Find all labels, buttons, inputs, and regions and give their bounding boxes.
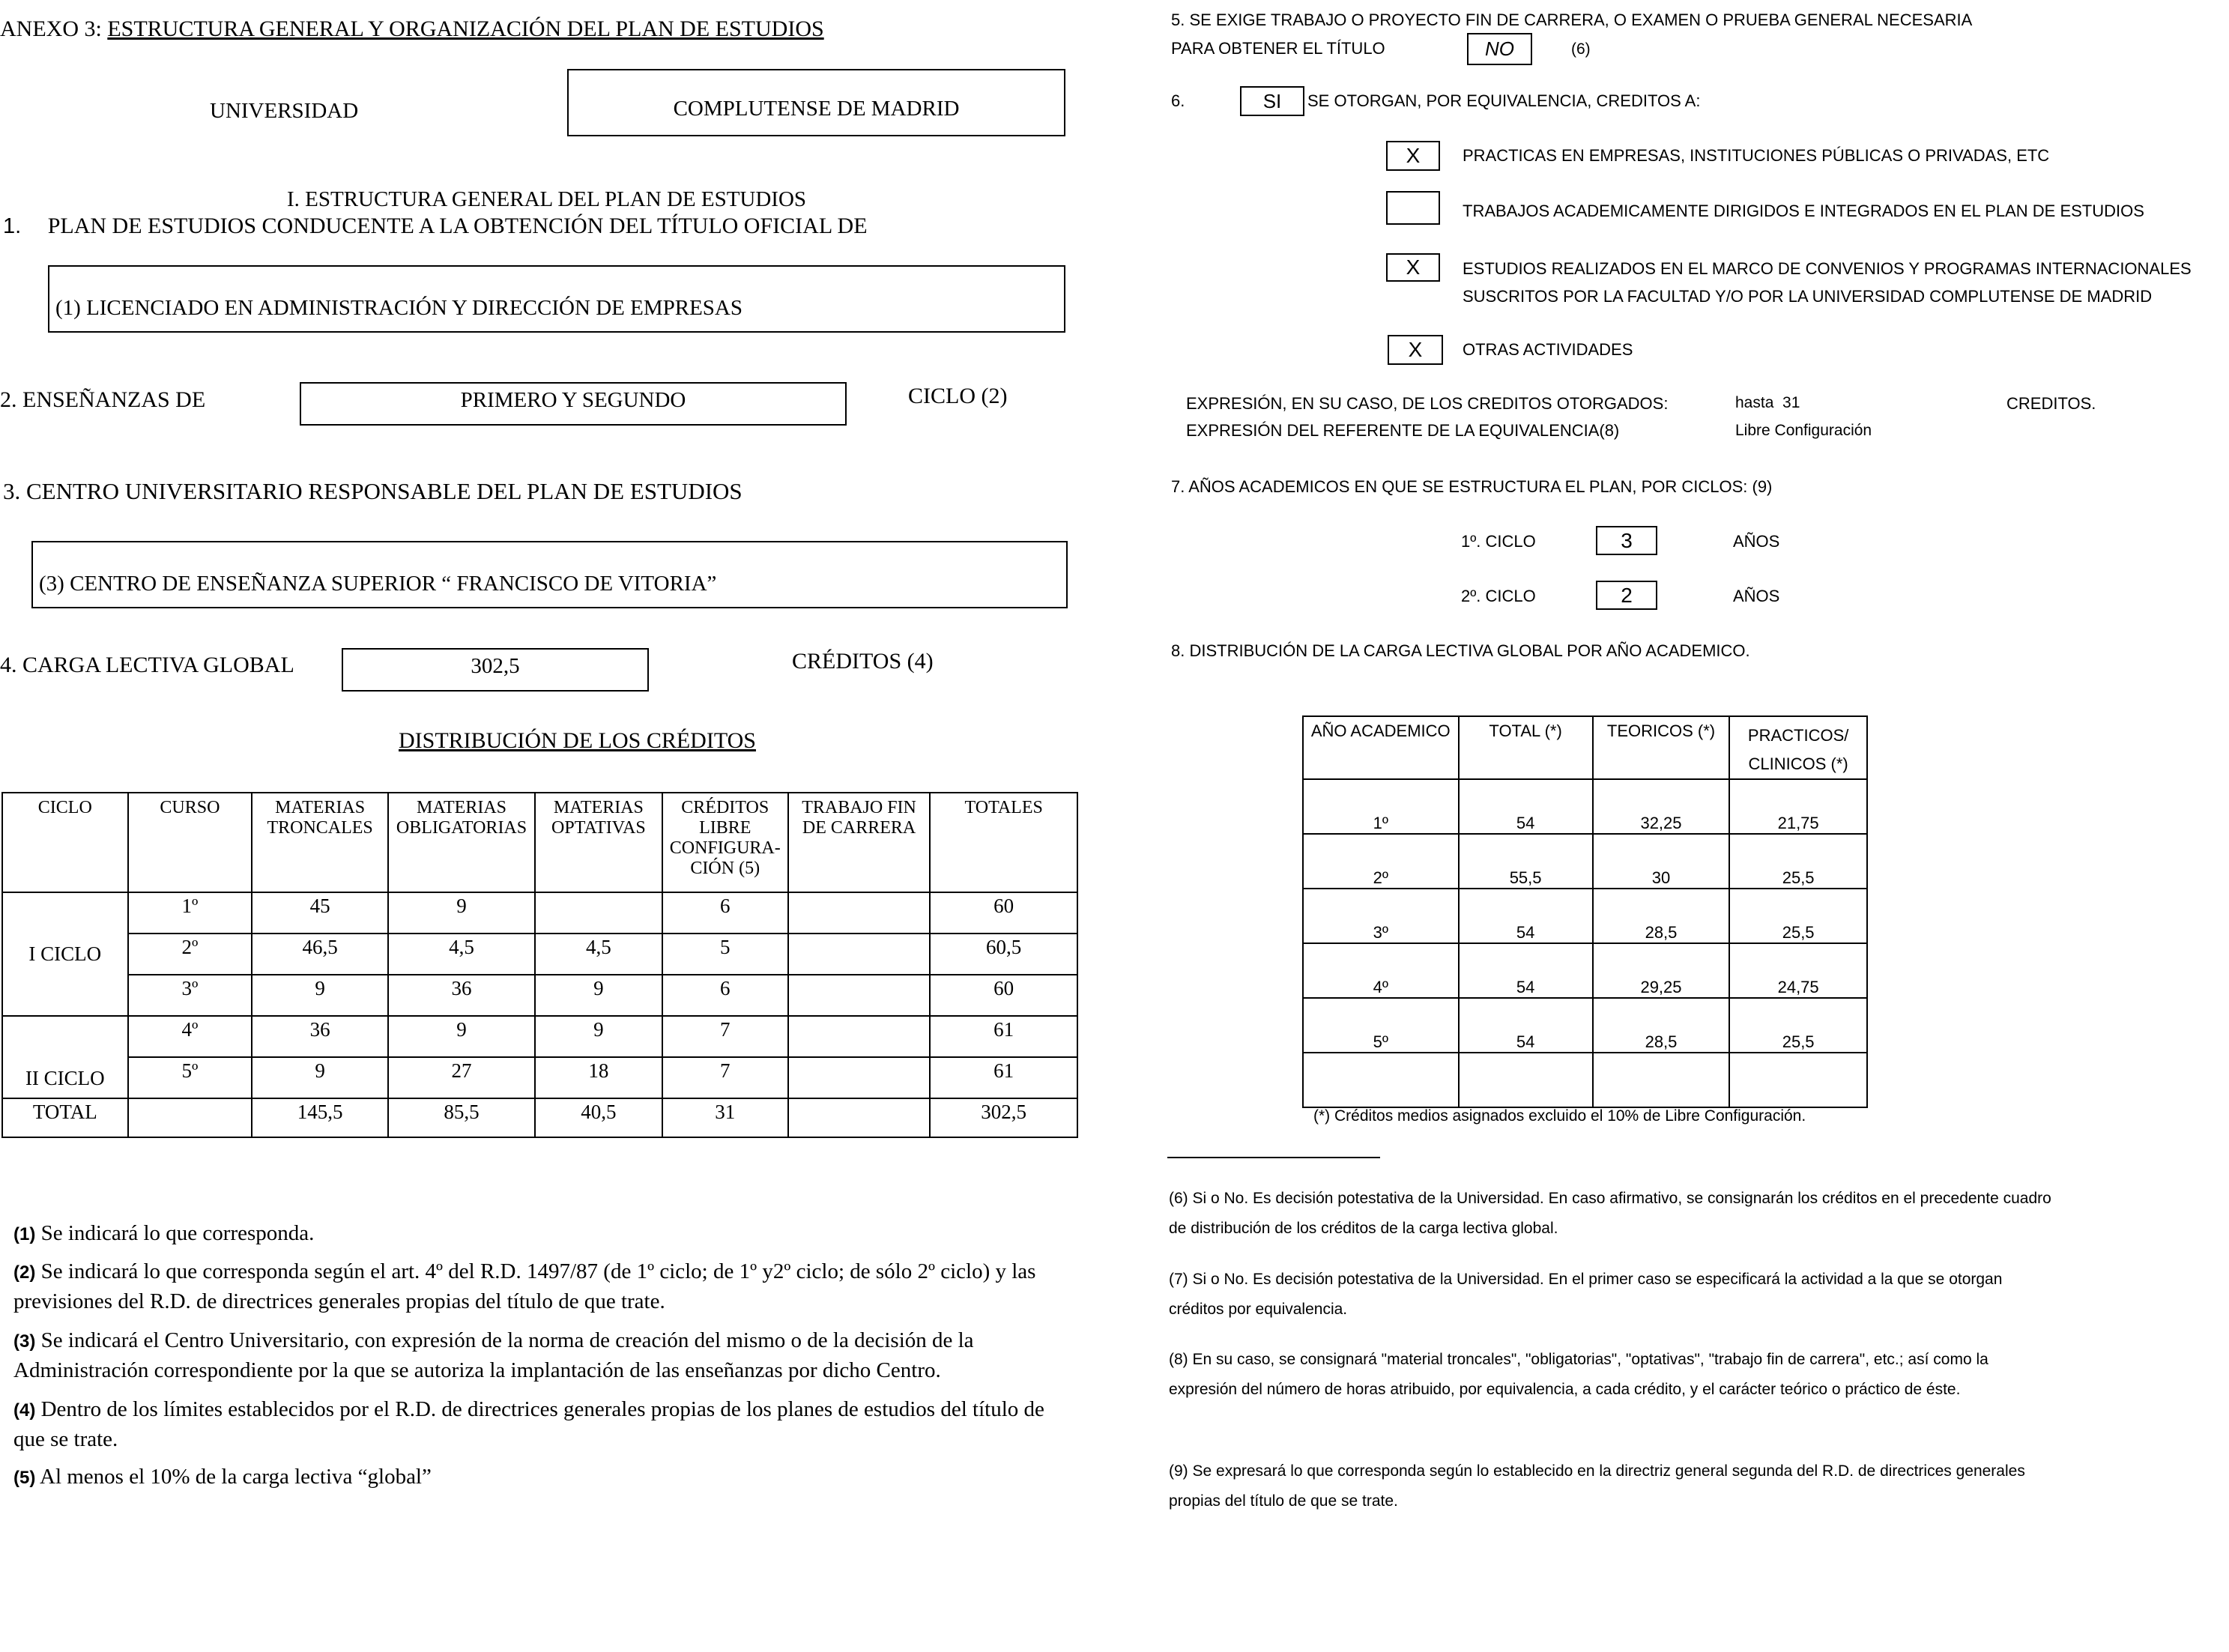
item1-num: 1. (3, 214, 22, 238)
cell-teoricos: 28,5 (1593, 889, 1730, 943)
header-libre: CRÉDITOS LIBRE CONFIGURA- CIÓN (5) (662, 793, 788, 892)
item5-line1: 5. SE EXIGE TRABAJO O PROYECTO FIN DE CARRERA, O EXAMEN O PRUEBA GENERAL NECESARIA (1171, 10, 1973, 29)
cell-practicos: 25,5 (1729, 889, 1867, 943)
item6-label: SE OTORGAN, POR EQUIVALENCIA, CREDITOS A: (1307, 91, 1701, 110)
university-box (567, 69, 1065, 136)
option-checkbox[interactable] (1386, 141, 1440, 171)
header-total: TOTAL (*) (1459, 716, 1593, 779)
item2-suffix: CICLO (2) (908, 384, 1008, 408)
cell-libre: 7 (662, 1057, 788, 1098)
item1-label: PLAN DE ESTUDIOS CONDUCENTE A LA OBTENCIÓN DEL TÍTULO OFICIAL DE (47, 214, 868, 238)
cell-totales: 60,5 (930, 934, 1077, 975)
table-row (1303, 943, 1867, 998)
cell-trabajo (788, 892, 931, 934)
cell-year: 3º (1303, 889, 1459, 943)
footnote-text: Dentro de los límites establecidos por el R.D. de directrices generales propias de los planes de estudios del título de que se trate. (13, 1397, 1044, 1451)
footnote (13, 1257, 1077, 1316)
header-teoricos: TEORICOS (*) (1593, 716, 1730, 779)
footnote-text: Se indicará lo que corresponda. (40, 1221, 315, 1245)
cell-optativas: 40,5 (535, 1098, 662, 1137)
cell-libre: 6 (662, 892, 788, 934)
header-ciclo: CICLO (2, 793, 128, 892)
footnote-num: (1) (13, 1224, 36, 1244)
cycle2-label: 2º. CICLO (1461, 587, 1536, 605)
cycle-cell-2: II CICLO (2, 1016, 128, 1098)
cell-practicos: 25,5 (1729, 998, 1867, 1053)
cell-troncales: 36 (252, 1016, 388, 1057)
item7-label: 7. AÑOS ACADEMICOS EN QUE SE ESTRUCTURA EL PLAN, POR CICLOS: (9) (1171, 477, 1773, 496)
table-row (1303, 998, 1867, 1053)
cycle1-unit: AÑOS (1733, 532, 1780, 551)
footnote: (6) Si o No. Es decisión potestativa de la Universidad. En caso afirmativo, se consignarán los créditos en el precedente cuadro de distribución de los créditos de la carga lectiva global. (1169, 1190, 2051, 1237)
table-row (2, 1016, 1077, 1057)
degree-value: (1) LICENCIADO EN ADMINISTRACIÓN Y DIRECCIÓN DE EMPRESAS (55, 296, 743, 320)
cell-total (1459, 1053, 1593, 1107)
option-label-continued: SUSCRITOS POR LA FACULTAD Y/O POR LA UNIVERSIDAD COMPLUTENSE DE MADRID (1463, 287, 2153, 306)
item2-label: 2. ENSEÑANZAS DE (0, 387, 206, 412)
option-checkbox[interactable] (1388, 335, 1443, 365)
option-label: OTRAS ACTIVIDADES (1463, 340, 1633, 359)
option-checkbox[interactable] (1386, 191, 1440, 225)
header-trabajo: TRABAJO FIN DE CARRERA (788, 793, 931, 892)
cell-optativas: 18 (535, 1057, 662, 1098)
table-row (2, 975, 1077, 1016)
footnote-num: (4) (13, 1400, 36, 1420)
table-row (1303, 1053, 1867, 1107)
cell-libre: 7 (662, 1016, 788, 1057)
header-troncales: MATERIAS TRONCALES (252, 793, 388, 892)
cell-year (1303, 1053, 1459, 1107)
cell-troncales: 46,5 (252, 934, 388, 975)
cycle2-years: 2 (1621, 584, 1633, 607)
option-label: TRABAJOS ACADEMICAMENTE DIRIGIDOS E INTEGRADOS EN EL PLAN DE ESTUDIOS (1463, 202, 2144, 220)
cell-practicos: 21,75 (1729, 779, 1867, 834)
footnote: (9) Se expresará lo que corresponda según lo establecido en la directriz general segunda del R.D. de directrices generales propias del título de que se trate. (1169, 1462, 2025, 1510)
footnote-num: (2) (13, 1262, 36, 1283)
cell-obligatorias: 4,5 (388, 934, 535, 975)
footnote-num: (5) (13, 1468, 36, 1488)
cell-troncales: 9 (252, 1057, 388, 1098)
table-row (1303, 779, 1867, 834)
header-curso: CURSO (128, 793, 252, 892)
item5-value: NO (1485, 37, 1514, 60)
distribution-title: DISTRIBUCIÓN DE LOS CRÉDITOS (399, 728, 756, 753)
item4-suffix: CRÉDITOS (4) (792, 649, 934, 674)
table-row (1303, 834, 1867, 889)
table-row (2, 892, 1077, 934)
option-checkbox[interactable] (1386, 253, 1440, 282)
option-mark: X (1406, 144, 1421, 167)
cell-obligatorias: 36 (388, 975, 535, 1016)
table-row (1303, 889, 1867, 943)
table-header-row (2, 793, 1077, 892)
cell-year: 5º (1303, 998, 1459, 1053)
footnote (13, 1462, 1077, 1492)
item5-note: (6) (1571, 40, 1591, 58)
cell-trabajo (788, 934, 931, 975)
footnote (13, 1395, 1077, 1453)
annex-prefix: ANEXO 3: (0, 16, 102, 41)
cell-libre: 5 (662, 934, 788, 975)
cycle-value: PRIMERO Y SEGUNDO (460, 388, 686, 412)
cell-year: 1º (1303, 779, 1459, 834)
option-label: PRACTICAS EN EMPRESAS, INSTITUCIONES PÚBLICAS O PRIVADAS, ETC (1463, 146, 2050, 165)
center-box (31, 541, 1068, 608)
footnote (13, 1219, 1077, 1249)
load-box (342, 648, 649, 692)
cell-total: 55,5 (1459, 834, 1593, 889)
cell-obligatorias: 85,5 (388, 1098, 535, 1137)
option-mark: X (1406, 255, 1421, 279)
footnote-text: Al menos el 10% de la carga lectiva “global” (40, 1465, 432, 1489)
footnote: (7) Si o No. Es decisión potestativa de la Universidad. En el primer caso se especificará la actividad a la que se otorgan créditos por equivalencia. (1169, 1271, 2003, 1318)
cell-practicos (1729, 1053, 1867, 1107)
item5-line2: PARA OBTENER EL TÍTULO (1171, 39, 1385, 58)
cell-curso: 1º (128, 892, 252, 934)
header-practicos (1729, 716, 1867, 779)
cell-totales: 61 (930, 1057, 1077, 1098)
cell-practicos: 24,75 (1729, 943, 1867, 998)
option-label: ESTUDIOS REALIZADOS EN EL MARCO DE CONVENIOS Y PROGRAMAS INTERNACIONALES (1463, 259, 2192, 278)
cell-curso: 3º (128, 975, 252, 1016)
cell-troncales: 9 (252, 975, 388, 1016)
center-value: (3) CENTRO DE ENSEÑANZA SUPERIOR “ FRANCISCO DE VITORIA” (39, 572, 717, 596)
header-year: AÑO ACADEMICO (1303, 716, 1459, 779)
table-header-row (1303, 716, 1867, 779)
cycle1-years-box (1596, 526, 1657, 555)
cycle1-years: 3 (1621, 529, 1633, 552)
footnote-num: (3) (13, 1331, 36, 1352)
cell-totales: 61 (930, 1016, 1077, 1057)
cycle-cell-1: I CICLO (2, 892, 128, 1016)
table-note: (*) Créditos medios asignados excluido el 10% de Libre Configuración. (1313, 1107, 1806, 1125)
cell-total: 54 (1459, 943, 1593, 998)
cell-optativas: 4,5 (535, 934, 662, 975)
credits-distribution-table (1, 792, 1078, 1138)
header-obligatorias: MATERIAS OBLIGATORIAS (388, 793, 535, 892)
cell-obligatorias: 9 (388, 1016, 535, 1057)
table-row (2, 1057, 1077, 1098)
header-practicos-line2: CLINICOS (*) (1748, 754, 1848, 773)
item1-heading (3, 214, 868, 239)
footnote (13, 1326, 1077, 1385)
total-label: TOTAL (2, 1098, 128, 1137)
cell-total: 54 (1459, 998, 1593, 1053)
cell-totales: 60 (930, 975, 1077, 1016)
cell-troncales: 145,5 (252, 1098, 388, 1137)
cell-trabajo (788, 1098, 931, 1137)
header-totales: TOTALES (930, 793, 1077, 892)
footnote-text: Se indicará el Centro Universitario, con expresión de la norma de creación del mismo o de la decisión de la Administración correspondiente por la que se autoriza la implantación de las enseñanzas por dicho Centro. (13, 1328, 974, 1382)
header-practicos-line1: PRACTICOS/ (1747, 726, 1849, 745)
referent-label: EXPRESIÓN DEL REFERENTE DE LA EQUIVALENCIA(8) (1186, 421, 1620, 440)
cell-teoricos: 28,5 (1593, 998, 1730, 1053)
footnote-text: Se indicará lo que corresponda según el art. 4º del R.D. 1497/87 (de 1º ciclo; de 1º y2º ciclo; de sólo 2º ciclo) y las previsiones del R.D. de directrices generales propias del título de que trate. (13, 1259, 1036, 1313)
cycle2-unit: AÑOS (1733, 587, 1780, 605)
footnote: (8) En su caso, se consignará "material troncales", "obligatorias", "optativas", "trabajo fin de carrera", etc.; así como la expresión del número de horas atribuido, por equivalencia, a cada crédito, y el carácter teórico o práctico de éste. (1169, 1351, 1988, 1398)
cell-teoricos (1593, 1053, 1730, 1107)
cell-practicos: 25,5 (1729, 834, 1867, 889)
referent-value: Libre Configuración (1735, 422, 1872, 439)
footnote-divider (1167, 1157, 1380, 1158)
cell-curso: 2º (128, 934, 252, 975)
credits-value: hasta 31 (1735, 394, 1800, 411)
cell-curso (128, 1098, 252, 1137)
item3-label: 3. CENTRO UNIVERSITARIO RESPONSABLE DEL PLAN DE ESTUDIOS (3, 478, 743, 504)
item6-value: SI (1262, 90, 1282, 112)
annex-heading (0, 16, 824, 42)
cell-trabajo (788, 1016, 931, 1057)
load-value: 302,5 (471, 654, 520, 678)
credits-unit: CREDITOS. (2006, 394, 2096, 413)
annex-title: ESTRUCTURA GENERAL Y ORGANIZACIÓN DEL PLAN DE ESTUDIOS (107, 16, 824, 41)
header-optativas: MATERIAS OPTATIVAS (535, 793, 662, 892)
annual-load-table (1302, 715, 1868, 1108)
cell-obligatorias: 9 (388, 892, 535, 934)
cycle1-label: 1º. CICLO (1461, 532, 1536, 551)
cycle-box (300, 382, 847, 426)
cell-teoricos: 32,25 (1593, 779, 1730, 834)
cell-optativas: 9 (535, 1016, 662, 1057)
section-title: I. ESTRUCTURA GENERAL DEL PLAN DE ESTUDIOS (287, 187, 807, 211)
cell-teoricos: 29,25 (1593, 943, 1730, 998)
cell-optativas (535, 892, 662, 934)
item6-num: 6. (1171, 91, 1185, 110)
table-total-row (2, 1098, 1077, 1137)
option-mark: X (1408, 338, 1423, 361)
credits-label: EXPRESIÓN, EN SU CASO, DE LOS CREDITOS OTORGADOS: (1186, 394, 1669, 413)
cell-teoricos: 30 (1593, 834, 1730, 889)
cell-curso: 4º (128, 1016, 252, 1057)
item8-label: 8. DISTRIBUCIÓN DE LA CARGA LECTIVA GLOBAL POR AÑO ACADEMICO. (1171, 641, 1750, 660)
degree-box (48, 265, 1065, 333)
table-row (2, 934, 1077, 975)
cell-curso: 5º (128, 1057, 252, 1098)
cell-totales: 302,5 (930, 1098, 1077, 1137)
cycle2-years-box (1596, 581, 1657, 610)
cell-total: 54 (1459, 779, 1593, 834)
item6-answer-box (1240, 86, 1304, 116)
cell-optativas: 9 (535, 975, 662, 1016)
cell-total: 54 (1459, 889, 1593, 943)
cell-trabajo (788, 1057, 931, 1098)
university-value: COMPLUTENSE DE MADRID (673, 97, 960, 121)
cell-obligatorias: 27 (388, 1057, 535, 1098)
cell-libre: 6 (662, 975, 788, 1016)
cell-year: 4º (1303, 943, 1459, 998)
cell-year: 2º (1303, 834, 1459, 889)
cell-troncales: 45 (252, 892, 388, 934)
cell-totales: 60 (930, 892, 1077, 934)
cell-libre: 31 (662, 1098, 788, 1137)
item4-label: 4. CARGA LECTIVA GLOBAL (0, 653, 294, 677)
university-label: UNIVERSIDAD (210, 99, 359, 123)
item5-answer-box (1467, 33, 1532, 65)
cell-trabajo (788, 975, 931, 1016)
